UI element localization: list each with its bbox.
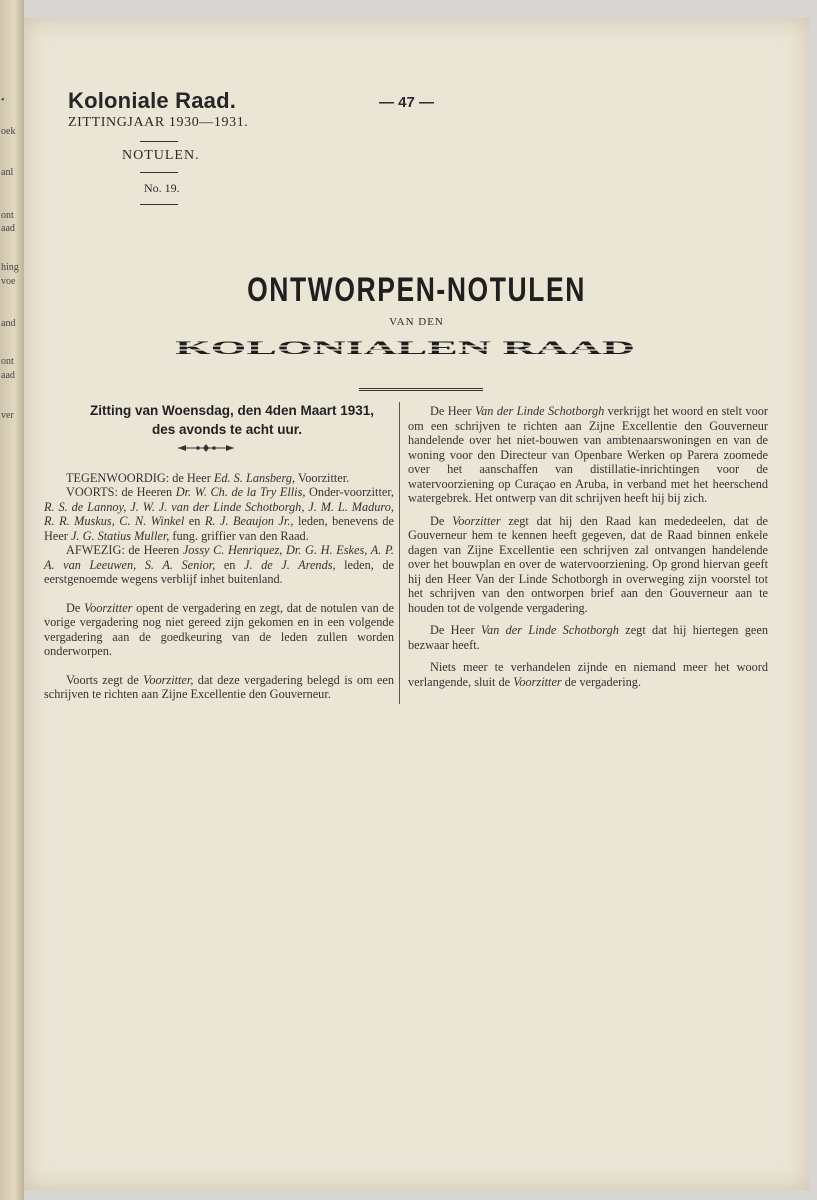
member-names: R. S. de Lannoy, J. W. J. van der Linde Schotborgh, J. M. L. Maduro, R. R. Muskus, C. N. Winkel — [44, 499, 394, 528]
text-fragment: zegt dat hij hiertegen geen bezwaar heeft. — [408, 623, 768, 652]
furthermore-label: VOORTS: — [66, 485, 118, 499]
issue-number: No. 19. — [144, 181, 180, 195]
text-fragment: verkrijgt het woord en stelt voor om een schrijven te richten aan Zijne Excellentie den Gouverneur handelende over het niet-bouwen van ambtenaarswoningen en van de woning voor den Directeur van Openbare Werken op Parera zoomede over het aanschaffen van distillatie-inrichtingen voor de watervoorziening op Curaçao en Aruba, in verband met het heerschend watergebrek. Het ontwerp van dit schrijven heeft hij bij zich. — [408, 404, 769, 505]
right-column — [408, 404, 768, 689]
member-names: J. de J. Arends, — [244, 557, 336, 572]
header-block — [68, 88, 298, 205]
text-fragment: de Heeren — [117, 485, 176, 499]
left-page-fragment: anl — [1, 167, 14, 178]
text-fragment: de Heer — [169, 470, 214, 485]
ornament-icon — [176, 443, 236, 453]
column-divider — [399, 402, 400, 704]
text-fragment: en — [215, 557, 245, 572]
text-fragment: dat deze vergadering belegd is om een schrijven te richten aan Zijne Excellentie den Gouverneur. — [44, 672, 394, 701]
adjacent-page-edge — [0, 0, 24, 1200]
member-names: Jossy C. Henriquez, Dr. G. H. Eskes, A. P. A. van Leeuwen, S. A. Senior, — [44, 543, 395, 572]
text-fragment: de Heeren — [124, 543, 183, 557]
left-column — [44, 401, 394, 702]
text-fragment: zegt dat hij den Raad kan mededeelen, dat de Gouverneur hem te kennen heeft gegeven, dat de Raad binnen enkele dagen van Zijne Excellentie een schrijven zal ontvangen handelende over het bouwplan en over de watervoorziening. Op grond hiervan geeft hij den Heer Van der Linde Schotborgh in overweging zijn voorstel tot het schrijven van den ontworpen brief aan den Gouverneur aan te houden tot de volgende vergadering. — [408, 513, 768, 615]
role-name: Voorzitter — [452, 513, 501, 528]
left-page-fragment: oek — [1, 126, 16, 137]
role-name: Voorzitter, — [143, 672, 194, 687]
text-fragment: fung. griffier van den Raad. — [169, 528, 309, 543]
attendance-present — [44, 471, 394, 486]
role-name: Voorzitter — [83, 600, 133, 615]
paragraph-further — [44, 673, 394, 702]
text-fragment: De — [430, 513, 453, 528]
session-year: ZITTINGJAAR 1930—1931. — [68, 115, 249, 130]
page-title: ONTWORPEN-NOTULEN — [247, 271, 586, 309]
left-page-fragment: voe — [1, 276, 16, 287]
text-fragment: opent de vergadering en zegt, dat de notulen van de vorige vergadering nog niet gereed zijn gekomen en in een volgende vergadering aan de goedkeuring van de leden zullen worden onderworpen. — [44, 600, 394, 658]
left-page-fragment: ont — [1, 356, 14, 367]
member-name: Van der Linde Schotborgh — [480, 623, 619, 637]
raad-banner — [171, 340, 639, 356]
text-fragment: Niets meer te verhandelen zijnde en niemand meer het woord verlangende, sluit de — [408, 660, 768, 689]
chair-name: Ed. S. Lansberg, — [213, 470, 296, 485]
role-name: Voorzitter — [513, 674, 562, 689]
text-fragment: De — [66, 600, 84, 615]
text-fragment: leden, benevens de Heer — [44, 514, 394, 543]
raad-banner-text: KOLONIALEN RAAD — [175, 340, 635, 356]
text-fragment: Voorzitter. — [295, 470, 350, 485]
page-number: — 47 — — [379, 94, 435, 111]
text-fragment: De Heer — [430, 404, 476, 418]
text-fragment: Voorts zegt de — [66, 672, 144, 687]
paragraph-opening — [44, 601, 394, 659]
paragraph-no-objection — [408, 623, 768, 652]
text-fragment: De Heer — [430, 623, 481, 637]
member-names: R. J. Beaujon Jr., — [204, 514, 294, 528]
divider — [140, 141, 178, 142]
left-page-fragment: ver — [1, 410, 14, 421]
left-page-fragment: aad — [1, 370, 15, 381]
text-fragment: de vergadering. — [561, 674, 642, 689]
left-page-fragment: and — [1, 318, 16, 329]
text-fragment: en — [184, 514, 205, 528]
left-page-fragment: aad — [1, 223, 15, 234]
text-fragment: leden, de eerstgenoemde wegens verblijf inhet buitenland. — [44, 557, 394, 586]
left-page-fragment: ont — [1, 210, 14, 221]
member-names: Dr. W. Ch. de la Try Ellis, — [175, 485, 306, 499]
paragraph-closing — [408, 660, 768, 689]
document-page — [24, 18, 809, 1190]
attendance-absent — [44, 543, 394, 587]
paragraph-chair-response — [408, 514, 768, 616]
divider — [140, 172, 178, 173]
left-page-fragment: • — [1, 95, 5, 106]
member-name: Van der Linde Schotborgh — [475, 404, 605, 418]
paragraph-proposal — [408, 404, 768, 506]
subtitle: VAN DEN — [389, 316, 444, 328]
attendance-furthermore — [44, 485, 394, 543]
org-title: Koloniale Raad. — [68, 88, 237, 113]
left-page-fragment: hing — [1, 262, 19, 273]
session-subtitle: des avonds te acht uur. — [151, 422, 303, 437]
clerk-name: J. G. Statius Muller, — [70, 528, 170, 543]
text-fragment: Onder-voorzitter, — [305, 485, 394, 499]
divider — [140, 204, 178, 205]
session-title: Zitting van Woensdag, den 4den Maart 1931, — [89, 403, 375, 418]
absent-label: AFWEZIG: — [66, 543, 125, 557]
double-rule — [359, 388, 483, 391]
present-label: TEGENWOORDIG: — [66, 470, 170, 485]
notulen-label: NOTULEN. — [122, 148, 200, 163]
